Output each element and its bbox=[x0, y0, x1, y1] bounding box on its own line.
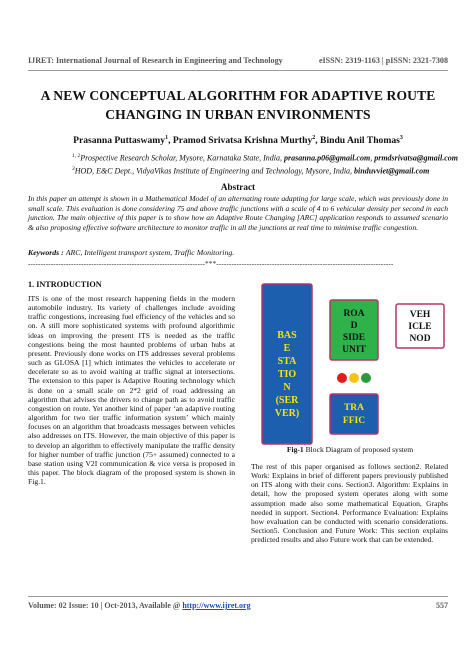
figure-caption-label: Fig-1 bbox=[286, 445, 304, 454]
base-station-label-1: BAS bbox=[277, 330, 297, 341]
page-footer bbox=[28, 601, 448, 610]
base-station-label-2: E bbox=[283, 343, 291, 354]
traffic-label-2: FFIC bbox=[342, 416, 366, 426]
abstract-heading: Abstract bbox=[220, 182, 256, 192]
author-3-sup: 3 bbox=[399, 135, 403, 141]
author-list bbox=[28, 135, 448, 146]
road-side-unit-label-2: D bbox=[350, 321, 358, 331]
block-diagram-figure bbox=[252, 282, 448, 452]
vehicle-node-label-1: VEH bbox=[409, 310, 431, 320]
traffic-light-green-icon bbox=[361, 373, 371, 383]
figure-caption-text: Block Diagram of proposed system bbox=[303, 445, 414, 454]
footer-volume-text: Volume: 02 Issue: 10 | Oct-2013, Available @ bbox=[28, 601, 183, 610]
affiliation-1-text: Prospective Research Scholar, Mysore, Karnataka State, India, bbox=[80, 153, 284, 163]
traffic-label-1: TRA bbox=[343, 403, 365, 413]
road-side-unit-label-3: SIDE bbox=[342, 333, 366, 343]
author-2: Pramod Srivatsa Krishna Murthy bbox=[172, 135, 313, 147]
title-line-2: CHANGING IN URBAN ENVIRONMENTS bbox=[105, 107, 371, 122]
figure-caption bbox=[252, 445, 448, 454]
journal-website-link[interactable]: http://www.ijret.org bbox=[182, 601, 251, 610]
email-separator: , bbox=[370, 153, 375, 163]
running-header bbox=[28, 56, 448, 65]
introduction-heading: 1. INTRODUCTION bbox=[28, 280, 102, 289]
vehicle-node-label-3: NOD bbox=[409, 334, 431, 344]
keywords bbox=[28, 248, 448, 257]
base-station-label-4: TIO bbox=[277, 369, 297, 380]
introduction-body: ITS is one of the most research happening fields in the modern automobile industry. Its variety of challenges include avoiding traffic congestions, increasing fuel efficiency of the vehicles and so on. A still more sophisticated systems with profound algorithmic ideas on improving the present ITS is needed as the traffic congestions being the most haunted problems of urban hubs at present. Previously done works on ITS addresses several problems such as GLOSA [1] which intimates the vehicles to accelerate or decelerate so as to avoid waiting at traffic signal at intersections. The extension to this paper is Adaptive Routing technology which is done on a small scale on 2*2 grid of road addressing an algorithm that advises the drivers to change path as to avoid traffic congestion on route. Yet another kind of paper ‘an adaptive routing algorithm for two tier traffic information system’ which mainly focuses on an algorithm that broadcasts messages between vehicles also addresses on ITS. However, the main objective of this paper is to develop an algorithm to effectively manipulate the traffic density for higher number of traffic junction (75+ assumed) connected to a base station using V2I communication & vice versa is proposed in this paper. The block diagram of the proposed system is shown in Fig.1. bbox=[28, 294, 235, 487]
section-separator: ----------------------------------------------------------------------***---------------------------------------------------------------------- bbox=[28, 260, 394, 268]
keywords-text: ARC, Intelligent transport system, Traffic Monitoring. bbox=[65, 248, 235, 257]
email-3[interactable]: binduvviet@gmail.com bbox=[354, 166, 430, 176]
email-1[interactable]: prasanna.p06@gmail.com bbox=[283, 153, 371, 163]
email-2[interactable]: prmdsrivatsa@gmail.com bbox=[374, 153, 458, 163]
abstract-body: In this paper an attempt is shown in a Mathematical Model of an alternating route adapting for large scale, which was previously done in small scale. This evaluation is done considering 75 and above traffic junctions with a scale of 4 to 6 vehicular density per second in each junction. The main objective of this paper is to show how an Adaptive Route Changing [ARC] application responds to assumed scenario & also proposing effective software architecture to monitor traffic in all the junctions at real time to minimise traffic congestion. bbox=[28, 194, 448, 232]
author-1-sup: 1 bbox=[165, 135, 169, 141]
affiliation-2-sup: 3 bbox=[72, 166, 75, 173]
author-2-sup: 2 bbox=[312, 135, 316, 141]
author-3: Bindu Anil Thomas bbox=[320, 135, 400, 147]
footer-rule bbox=[28, 596, 448, 597]
base-station-label-5: N bbox=[283, 382, 291, 393]
affiliation-line-2 bbox=[72, 164, 452, 177]
vehicle-node-label-2: ICLE bbox=[408, 322, 432, 332]
road-side-unit-label-1: ROA bbox=[343, 309, 365, 319]
traffic-light-yellow-icon bbox=[349, 373, 359, 383]
base-station-label-7: VER) bbox=[274, 408, 300, 419]
footer-volume-info bbox=[28, 601, 251, 610]
paper-title bbox=[28, 86, 448, 124]
title-line-1: A NEW CONCEPTUAL ALGORITHM FOR ADAPTIVE ROUTE bbox=[40, 88, 436, 103]
traffic-box bbox=[330, 394, 378, 434]
traffic-light-red-icon bbox=[337, 373, 347, 383]
base-station-label-6: (SER bbox=[275, 395, 299, 406]
keywords-label: Keywords : bbox=[28, 248, 66, 257]
journal-name: IJRET: International Journal of Research in Engineering and Technology bbox=[28, 56, 283, 65]
affiliations bbox=[72, 151, 458, 177]
issn-info: eISSN: 2319-1163 | pISSN: 2321-7308 bbox=[318, 56, 448, 65]
road-side-unit-label-4: UNIT bbox=[342, 345, 366, 355]
base-station-label-3: STA bbox=[277, 356, 297, 367]
affiliation-line-1 bbox=[72, 151, 458, 164]
author-separator: , bbox=[168, 135, 173, 147]
author-separator: , bbox=[315, 135, 321, 147]
affiliation-2-text: HOD, E&C Dept., VidyaVikas Institute of Engineering and Technology, Mysore, India, bbox=[74, 166, 355, 176]
author-1: Prasanna Puttaswamy bbox=[73, 135, 166, 147]
page-number: 557 bbox=[436, 601, 448, 610]
affiliation-1-sup: 1, 2 bbox=[72, 153, 81, 159]
header-rule bbox=[28, 70, 448, 71]
paper-organisation-paragraph: The rest of this paper organised as follows section2. Related Work: Explains in brief of different papers previously published on ITS along with their cons. Section3. Algorithm: Explains in detail, how the proposed system operates along with some assumption made also some mathematical Equation, Graphs needed in support. Section4. Performance Evaluation: Explains how evaluation can be conducted with scenario considerations. Section5. Conclusion and Future Work: This section explains predicted results and also Future work that can be extended. bbox=[251, 462, 448, 545]
